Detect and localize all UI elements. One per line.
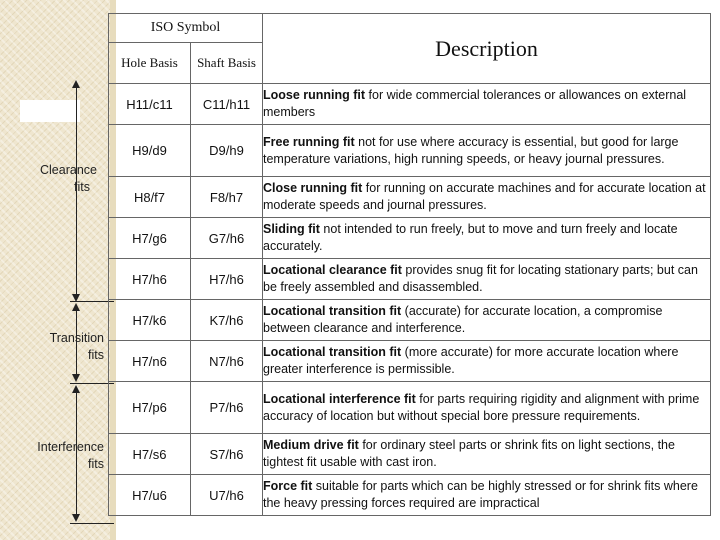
table-row <box>109 300 711 341</box>
table-row <box>109 125 711 177</box>
description-cell <box>263 177 711 218</box>
shaft-basis-cell: H7/h6 <box>191 259 263 300</box>
fit-term: Locational interference fit <box>263 391 416 406</box>
table-row <box>109 177 711 218</box>
group-label-transition: Transition fits <box>49 331 104 362</box>
description-cell <box>263 259 711 300</box>
description-cell <box>263 125 711 177</box>
fit-description-text: provides snug fit for locating stationary parts; but can be freely assembled and disassembled. <box>263 263 698 294</box>
shaft-basis-cell: P7/h6 <box>191 382 263 434</box>
fit-term: Locational clearance fit <box>263 263 402 277</box>
fit-description-text: not for use where accuracy is essential, but good for large temperature variations, high running speeds, or heavy journal pressures. <box>263 134 679 166</box>
fit-term: Loose running fit <box>263 88 366 102</box>
iso-symbol-header: ISO Symbol <box>109 14 263 43</box>
shaft-basis-cell: U7/h6 <box>191 475 263 516</box>
description-cell <box>263 218 711 259</box>
fit-term: Medium drive fit <box>263 438 359 452</box>
description-cell <box>263 84 711 125</box>
hole-basis-cell: H7/s6 <box>109 434 191 475</box>
shaft-basis-cell: N7/h6 <box>191 341 263 382</box>
description-cell <box>263 475 711 516</box>
shaft-basis-cell: D9/h9 <box>191 125 263 177</box>
shaft-basis-cell: S7/h6 <box>191 434 263 475</box>
fit-term: Force fit <box>263 479 313 493</box>
shaft-basis-cell: G7/h6 <box>191 218 263 259</box>
fit-description-text: for parts requiring rigidity and alignment with prime accuracy of location but without special bore pressure requirements. <box>263 391 700 423</box>
fit-term: Close running fit <box>263 181 363 195</box>
shaft-basis-cell: C11/h11 <box>191 84 263 125</box>
description-header: Description <box>263 14 711 84</box>
table-row <box>109 84 711 125</box>
hole-basis-cell: H7/p6 <box>109 382 191 434</box>
fits-table <box>108 13 711 516</box>
description-cell <box>263 434 711 475</box>
shaft-basis-header: Shaft Basis <box>191 43 263 84</box>
hole-basis-cell: H11/c11 <box>109 84 191 125</box>
fit-description-text: not intended to run freely, but to move and turn freely and locate accurately. <box>263 222 678 253</box>
description-cell <box>263 341 711 382</box>
group-label-interference: Interference fits <box>37 440 104 471</box>
table-row <box>109 341 711 382</box>
table-row <box>109 382 711 434</box>
hole-basis-cell: H9/d9 <box>109 125 191 177</box>
shaft-basis-cell: F8/h7 <box>191 177 263 218</box>
decorative-white-box <box>20 100 80 122</box>
hole-basis-cell: H7/n6 <box>109 341 191 382</box>
table-row <box>109 434 711 475</box>
header-row-iso <box>109 14 711 43</box>
shaft-basis-cell: K7/h6 <box>191 300 263 341</box>
table-row <box>109 475 711 516</box>
fit-description-text: (more accurate) for more accurate location where greater interference is permissible. <box>263 345 679 376</box>
fit-description-text: suitable for parts which can be highly stressed or for shrink fits where the heavy pressing forces required are impractical <box>263 479 698 510</box>
description-cell <box>263 382 711 434</box>
fit-term: Free running fit <box>263 134 355 149</box>
fit-description-text: for wide commercial tolerances or allowances on external members <box>263 88 687 119</box>
fit-term: Sliding fit <box>263 222 320 236</box>
hole-basis-cell: H7/u6 <box>109 475 191 516</box>
hole-basis-header: Hole Basis <box>109 43 191 84</box>
fit-description-text: (accurate) for accurate location, a compromise between clearance and interference. <box>263 304 663 335</box>
table-row <box>109 259 711 300</box>
fit-term: Locational transition fit <box>263 304 402 318</box>
fit-description-text: for ordinary steel parts or shrink fits on light sections, the tightest fit usable with cast iron. <box>263 438 675 469</box>
hole-basis-cell: H7/k6 <box>109 300 191 341</box>
hole-basis-cell: H7/h6 <box>109 259 191 300</box>
hole-basis-cell: H7/g6 <box>109 218 191 259</box>
fit-description-text: for running on accurate machines and for accurate location at moderate speeds and journal pressures. <box>263 181 706 212</box>
description-cell <box>263 300 711 341</box>
group-label-clearance: Clearance fits <box>40 163 97 194</box>
hole-basis-cell: H8/f7 <box>109 177 191 218</box>
fit-term: Locational transition fit <box>263 345 402 359</box>
table-row <box>109 218 711 259</box>
